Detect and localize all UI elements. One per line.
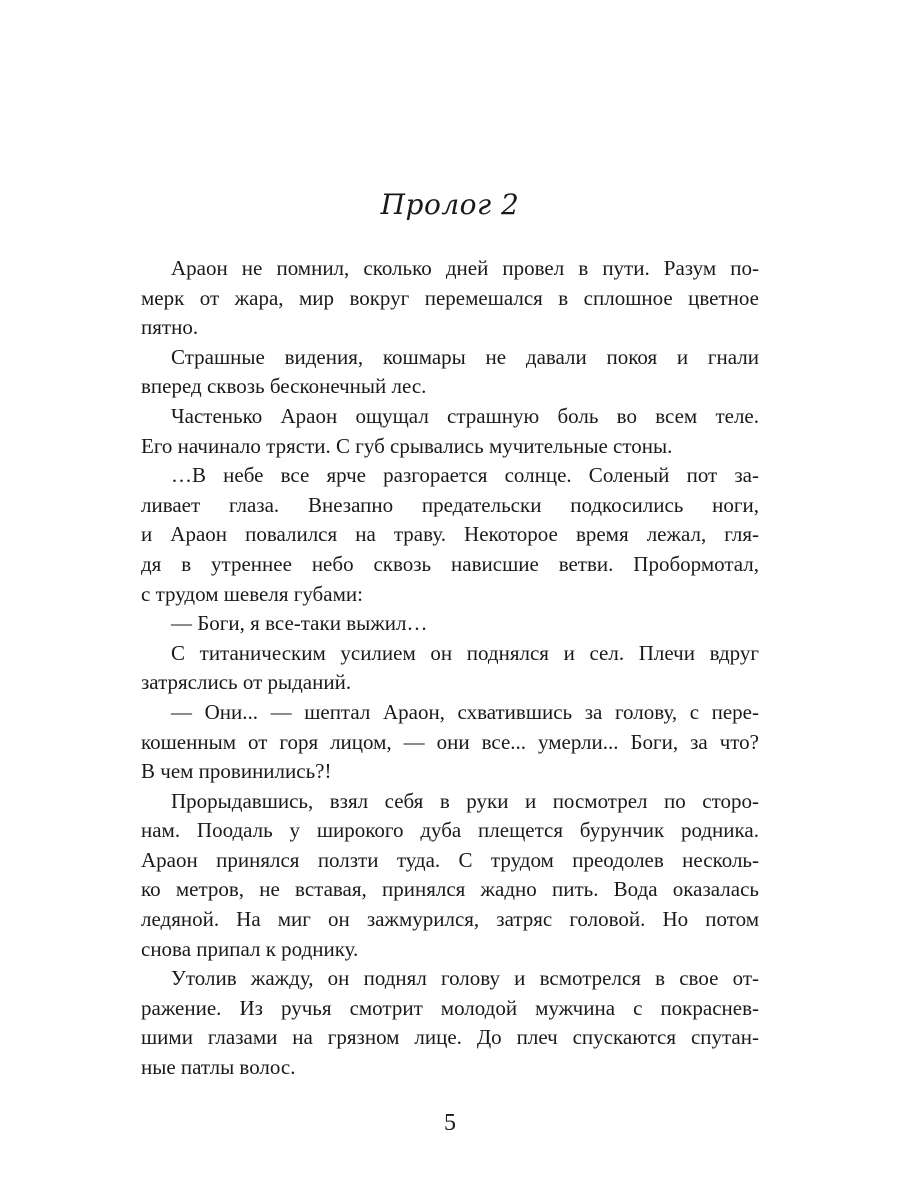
text-line: с трудом шевеля губами: bbox=[141, 581, 363, 606]
text-line: дя в утреннее небо сквозь нависшие ветви. Пробормотал, bbox=[141, 551, 759, 576]
text-line: С титаническим усилием он поднялся и сел. Плечи вдруг bbox=[171, 640, 759, 665]
text-line: вперед сквозь бесконечный лес. bbox=[141, 374, 427, 399]
text-line: …В небе все ярче разгорается солнце. Соленый пот за- bbox=[171, 463, 759, 488]
text-line: нам. Поодаль у широкого дуба плещется бурунчик родника. bbox=[141, 818, 759, 843]
text-line: Частенько Араон ощущал страшную боль во всем теле. bbox=[171, 403, 759, 428]
text-line: и Араон повалился на траву. Некоторое время лежал, гля- bbox=[141, 522, 759, 547]
text-line: пятно. bbox=[141, 315, 199, 340]
text-line: Утолив жажду, он поднял голову и всмотрелся в свое от- bbox=[171, 966, 759, 991]
text-line: затряслись от рыданий. bbox=[141, 670, 352, 695]
text-line: В чем провинились?! bbox=[141, 759, 332, 784]
body-text bbox=[141, 254, 759, 1083]
text-line: Араон принялся ползти туда. С трудом преодолев несколь- bbox=[141, 847, 759, 872]
text-line: Араон не помнил, сколько дней провел в пути. Разум по- bbox=[171, 256, 759, 280]
text-line: Его начинало трясти. С губ срывались мучительные стоны. bbox=[141, 433, 673, 458]
text-line: ливает глаза. Внезапно предательски подкосились ноги, bbox=[141, 492, 759, 517]
text-line: снова припал к роднику. bbox=[141, 936, 359, 961]
text-line: ледяной. На миг он зажмурился, затряс головой. Но потом bbox=[141, 907, 759, 932]
text-line: ражение. Из ручья смотрит молодой мужчина с покраснев- bbox=[141, 995, 759, 1020]
text-line: мерк от жара, мир вокруг перемешался в сплошное цветное bbox=[141, 285, 759, 310]
text-line: — Боги, я все-таки выжил… bbox=[171, 611, 428, 636]
text-line: Прорыдавшись, взял себя в руки и посмотрел по сторо- bbox=[171, 788, 759, 813]
text-line: кошенным от горя лицом, — они все... умерли... Боги, за что? bbox=[141, 729, 759, 754]
chapter-title: Пролог 2 bbox=[380, 188, 520, 221]
text-line: Страшные видения, кошмары не давали покоя и гнали bbox=[171, 344, 759, 369]
text-line: ко метров, не вставая, принялся жадно пить. Вода оказалась bbox=[141, 877, 759, 902]
page-number: 5 bbox=[444, 1110, 456, 1136]
text-line: ные патлы волос. bbox=[141, 1055, 296, 1080]
text-line: шими глазами на грязном лице. До плеч спускаются спутан- bbox=[141, 1025, 759, 1050]
text-line: — Они... — шептал Араон, схватившись за голову, с пере- bbox=[171, 699, 759, 724]
